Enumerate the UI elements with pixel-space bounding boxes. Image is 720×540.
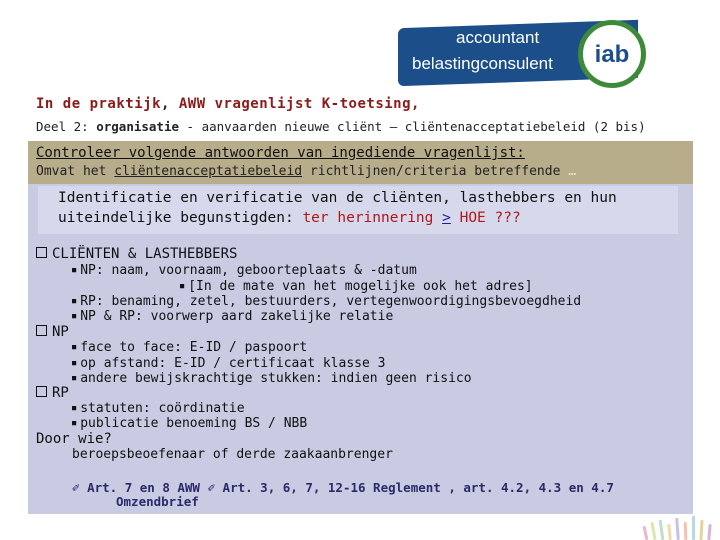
slide-title	[36, 96, 420, 112]
rp-item-1	[72, 401, 245, 416]
bullet-nprp-text: NP & RP: voorwerp aard zakelijke relatie	[80, 309, 394, 324]
square-bullet-icon: ■	[72, 374, 77, 382]
section-np	[36, 324, 69, 340]
section-clienten	[36, 246, 237, 262]
np-item-3-text: andere bewijskrachtige stukken: indien geen risico	[80, 371, 472, 386]
square-bullet-icon: ■	[72, 343, 77, 351]
square-bullet-icon: ■	[72, 419, 77, 427]
rp-item-2-text: publicatie benoeming BS / NBB	[80, 416, 308, 431]
section-clienten-label: CLIËNTEN & LASTHEBBERS	[52, 246, 238, 262]
rp-item-2	[72, 416, 307, 431]
np-item-3	[72, 371, 472, 386]
square-bullet-icon: ■	[72, 266, 77, 274]
rp-item-1-text: statuten: coördinatie	[80, 401, 245, 416]
bullet-nprp	[72, 309, 393, 324]
iab-logo	[398, 16, 716, 86]
pointing-hand-icon: ✐	[72, 480, 80, 495]
checkbox-icon	[36, 325, 47, 336]
square-bullet-icon: ■	[72, 297, 77, 305]
logo-circle	[578, 20, 646, 88]
section-np-label: NP	[52, 324, 69, 340]
identification-reminder: ter herinnering	[302, 210, 443, 226]
bullet-rp-text: RP: benaming, zetel, bestuurders, vertegenwoordigingsbevoegdheid	[80, 294, 582, 309]
identification-hoe: HOE ???	[450, 210, 521, 226]
subtitle-prefix: Deel 2:	[36, 119, 97, 134]
logo-line-belastingconsulent: belastingconsulent	[412, 54, 553, 73]
checkbox-icon	[36, 386, 47, 397]
bullet-np	[72, 263, 417, 278]
title-rest: AWW vragenlijst K-toetsing,	[169, 96, 420, 112]
subtitle-rest: - aanvaarden nieuwe cliënt – cliëntenacceptatiebeleid (2 bis)	[179, 119, 646, 134]
logo-line-accountant: accountant	[456, 28, 540, 47]
section-rp-label: RP	[52, 385, 69, 401]
square-bullet-icon: ■	[72, 359, 77, 367]
bullet-rp	[72, 294, 581, 309]
bullet-np-sub	[180, 279, 533, 294]
identification-line-2	[58, 210, 521, 226]
bullet-np-sub-text: [In de mate van het mogelijke ook het adres]	[188, 279, 533, 294]
header-line2-prefix: Omvat het	[36, 164, 115, 179]
np-item-1-text: face to face: E-ID / paspoort	[80, 340, 308, 355]
header-line2-dots: …	[568, 164, 577, 179]
np-item-1	[72, 340, 307, 355]
footer-references	[72, 480, 614, 495]
decorative-bars	[640, 512, 720, 540]
np-item-2-text: op afstand: E-ID / certificaat klasse 3	[80, 356, 386, 371]
footer-reglement: Art. 3, 6, 7, 12-16 Reglement , art. 4.2, 4.3 en 4.7	[222, 480, 614, 495]
header-line-2	[36, 164, 576, 179]
header-link-clientenacceptatiebeleid[interactable]: cliëntenacceptatiebeleid	[114, 164, 303, 179]
hoe-link[interactable]: >	[442, 210, 451, 226]
np-item-2	[72, 356, 385, 371]
identification-prefix: uiteindelijke begunstigden:	[58, 210, 303, 226]
header-line-1: Controleer volgende antwoorden van ingediende vragenlijst:	[36, 145, 525, 161]
footer-aww: Art. 7 en 8 AWW	[87, 480, 200, 495]
door-wie-heading: Door wie?	[36, 431, 112, 447]
square-bullet-icon: ■	[72, 404, 77, 412]
title-prefix: In de praktijk	[36, 96, 162, 112]
subtitle-bold: organisatie	[96, 119, 180, 134]
bullet-np-text: NP: naam, voornaam, geboorteplaats & -datum	[80, 263, 417, 278]
door-wie-answer: beroepsbeoefenaar of derde zaakaanbrenger	[72, 447, 393, 462]
square-bullet-icon: ■	[72, 312, 77, 320]
title-separator: ,	[161, 96, 170, 112]
footer-omzendbrief: Omzendbrief	[116, 494, 199, 509]
pointing-hand-icon: ✐	[207, 480, 216, 495]
identification-line-1: Identificatie en verificatie van de cliënten, lasthebbers en hun	[58, 190, 617, 206]
section-rp	[36, 385, 69, 401]
logo-iab-text: iab	[594, 41, 630, 68]
slide-subtitle	[36, 119, 646, 134]
checkbox-icon	[36, 247, 47, 258]
square-bullet-icon: ■	[180, 282, 185, 290]
header-line2-rest: richtlijnen/criteria betreffende	[302, 164, 569, 179]
